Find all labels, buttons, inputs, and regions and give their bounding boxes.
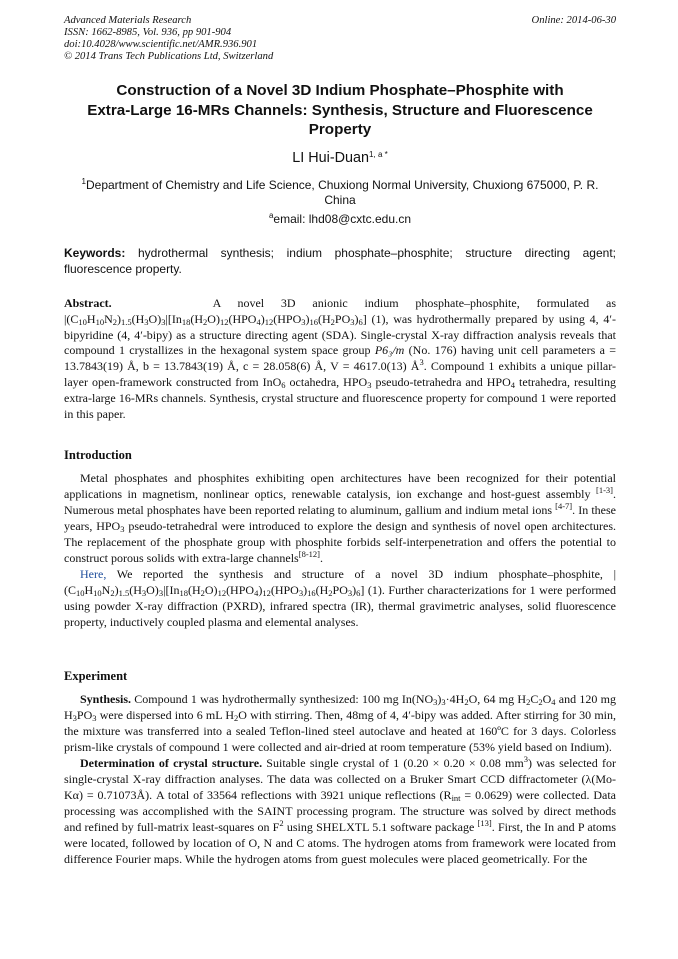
synthesis-paragraph: Synthesis. Compound 1 was hydrothermally synthesized: 100 mg $In(NO_3)_3\cdot 4H_2O$, 64 mg $H_2C_2O_4$ and 120 mg $H_3PO_3$ were dispersed into 6 mL $H_2O$ with stirring. Then, 48mg of 4, 4′-bipy was added. After stirring for 30 min, the mixture was transferred into a sealed Teflon-lined steel autoclave and heated at 160ºC for 3 days. Colorless prism-like crystals of compound 1 were collected and air-dried at room temperature (53% yield based on Indium).: [64, 692, 616, 754]
affiliation-mark: 1: [81, 177, 86, 186]
citation[interactable]: [1-3]: [596, 485, 613, 495]
abstract-text-1: A novel 3D anionic indium phosphate–phosphite, formulated as: [212, 296, 616, 310]
title-line-2: Extra-Large 16-MRs Channels: Synthesis, Structure and Fluorescence: [87, 101, 593, 119]
journal-copyright: © 2014 Trans Tech Publications Ltd, Switzerland: [64, 51, 274, 62]
introduction-heading: Introduction: [64, 448, 132, 462]
citation[interactable]: [13]: [477, 818, 492, 828]
journal-header: [64, 15, 616, 63]
author-line: [64, 150, 616, 166]
crystal-structure-paragraph: Determination of crystal structure. Suitable single crystal of 1 (0.20 × 0.20 × 0.08 $mm^3$) was selected for single-crystal X-ray diffraction analyses. The data was collected on a Bruker Smart CCD diffractometer (λ(Mo-Kα) = 0.71073Å). A total of 33564 reflections with 3921 unique reflections $(R_{int} = 0.0629)$ were collected. Data processing was accomplished with the SAINT processing program. The structure was solved by direct methods and refined by full-matrix least-squares on $F^2$ using SHELXTL 5.1 software package [13]. First, the In and P atoms were located, followed by location of O, N and C atoms. The hydrogen atoms from framework were located from difference Fourier maps. While the hydrogen atoms from guest molecules were placed geometrically. For the: [64, 754, 616, 866]
abstract-text-4: . Compound 1 exhibits a unique pillar-layer open-framework constructed from InO: [64, 359, 617, 389]
introduction-paragraph-2: Here, We reported the synthesis and structure of a novel 3D indium phosphate–phosphite, $|(C_{10}H_{10}N_2)_{1.5}(H_3O)_3|[In_{18}(H_2O)_{12}(HPO_4)_{12}(HPO_3)_{16}(H_2PO_3)_6]$ (1). Further characterizations for 1 were performed using powder X-ray diffraction (PXRD), infrared spectra (IR), thermal gravimetric analyses, solid fluorescence property, inductively coupled plasma and elemental analyses.: [64, 567, 616, 629]
citation[interactable]: [8-12]: [298, 549, 320, 559]
keywords-label: Keywords:: [64, 246, 126, 260]
online-date: Online: 2014-06-30: [531, 15, 616, 26]
abstract-text-3: (No. 176) having unit cell parameters: [404, 343, 600, 358]
email-mark: a: [268, 211, 274, 220]
experiment-body: [64, 691, 616, 867]
introduction-paragraph-1: Metal phosphates and phosphites exhibiting open architectures have been recognized for their potential applications in magnetism, nonlinear optics, renewable catalysis, ion exchange and host-guest assembly [1-3]. Numerous metal phosphates have been reported relating to aluminum, gallium and indium metal ions [4-7]. In these years, $HPO_3$ pseudo-tetrahedral were introduced to explore the design and synthesis of novel open architectures. The replacement of the phosphate group with phosphite forbids self-interpenetration and offers the potential to construct porous solids with extra-large channels[8-12].: [64, 471, 616, 565]
author-marks: 1, a *: [369, 150, 388, 159]
affiliation-line-2: China: [324, 193, 356, 207]
synthesis-label: Synthesis.: [80, 692, 132, 706]
journal-name: Advanced Materials Research: [64, 15, 192, 26]
introduction-body: [64, 470, 616, 630]
journal-doi: doi:10.4028/www.scientific.net/AMR.936.901: [64, 39, 258, 50]
author-email: [64, 212, 616, 226]
title-line-1: Construction of a Novel 3D Indium Phosphate–Phosphite with: [116, 82, 564, 99]
space-group: P6₃/m: [374, 343, 405, 358]
affiliation: [64, 178, 616, 208]
experiment-heading: Experiment: [64, 669, 128, 683]
journal-issn: ISSN: 1662-8985, Vol. 936, pp 901-904: [64, 27, 232, 38]
title-line-3: Property: [308, 121, 372, 138]
abstract-text-7: tetrahedra, resulting extra-large 16-MRs channels. Synthesis, crystal structure and fluorescence property for compound 1 were reported in this paper.: [64, 374, 617, 421]
abstract-text-2: , was hydrothermally prepared by using 4, 4′-bipyridine (4, 4′-bipy) as a structure directing agent (SDA). Single-crystal X-ray diffraction analysis reveals that compound 1 crystallizes in the hexagonal system space group: [64, 311, 616, 358]
keywords: [64, 246, 616, 277]
compound-formula: $|(C_{10}H_{10}N_2)_{1.5}(H_3O)_3|[In_{18}(H_2O)_{12}(HPO_4)_{12}(HPO_3)_{16}(H_2PO_3)_6]$ (1): [64, 567, 616, 598]
citation[interactable]: [4-7]: [555, 501, 573, 511]
paper-title: [64, 81, 616, 140]
affiliation-line-1: Department of Chemistry and Life Science, Chuxiong Normal University, Chuxiong 675000, P. R.: [85, 178, 599, 192]
email-text[interactable]: email: lhd08@cxtc.edu.cn: [273, 212, 412, 226]
abstract-label: Abstract.: [64, 296, 112, 310]
abstract-formula: $|(C_{10}H_{10}N_2)_{1.5}(H_3O)_3|[In_{18}(H_2O)_{12}(HPO_4)_{12}(HPO_3)_{16}(H_2PO_3)_6]$ (1): [64, 311, 386, 327]
crystal-structure-label: Determination of crystal structure.: [80, 756, 263, 770]
cell-parameters: a = 13.7843(19) Å, b = 13.7843(19) Å, c = 28.058(6) Å, V = 4617.0(13) Å: [64, 343, 616, 374]
author-name: LI Hui-Duan: [292, 150, 370, 166]
keywords-text: hydrothermal synthesis; indium phosphate–phosphite; structure directing agent; fluorescence property.: [64, 246, 616, 276]
abstract: Abstract. A novel 3D anionic indium phosphate–phosphite, formulated as $|(C_{10}H_{10}N_2)_{1.5}(H_3O)_3|[In_{18}(H_2O)_{12}(HPO_4)_{12}(HPO_3)_{16}(H_2PO_3)_6]$ (1), was hydrothermally prepared by using 4, 4′-bipyridine (4, 4′-bipy) as a structure directing agent (SDA). Single-crystal X-ray diffraction analysis reveals that compound 1 crystallizes in the hexagonal system space group P6₃/m (No. 176) having unit cell parameters a = 13.7843(19) Å, b = 13.7843(19) Å, c = 28.058(6) Å, V = 4617.0(13) $Å^3$. Compound 1 exhibits a unique pillar-layer open-framework constructed from InO$_6$ octahedra, $HPO_3$ pseudo-tetrahedra and $HPO_4$ tetrahedra, resulting extra-large 16-MRs channels. Synthesis, crystal structure and fluorescence property for compound 1 were reported in this paper.: [64, 296, 617, 421]
